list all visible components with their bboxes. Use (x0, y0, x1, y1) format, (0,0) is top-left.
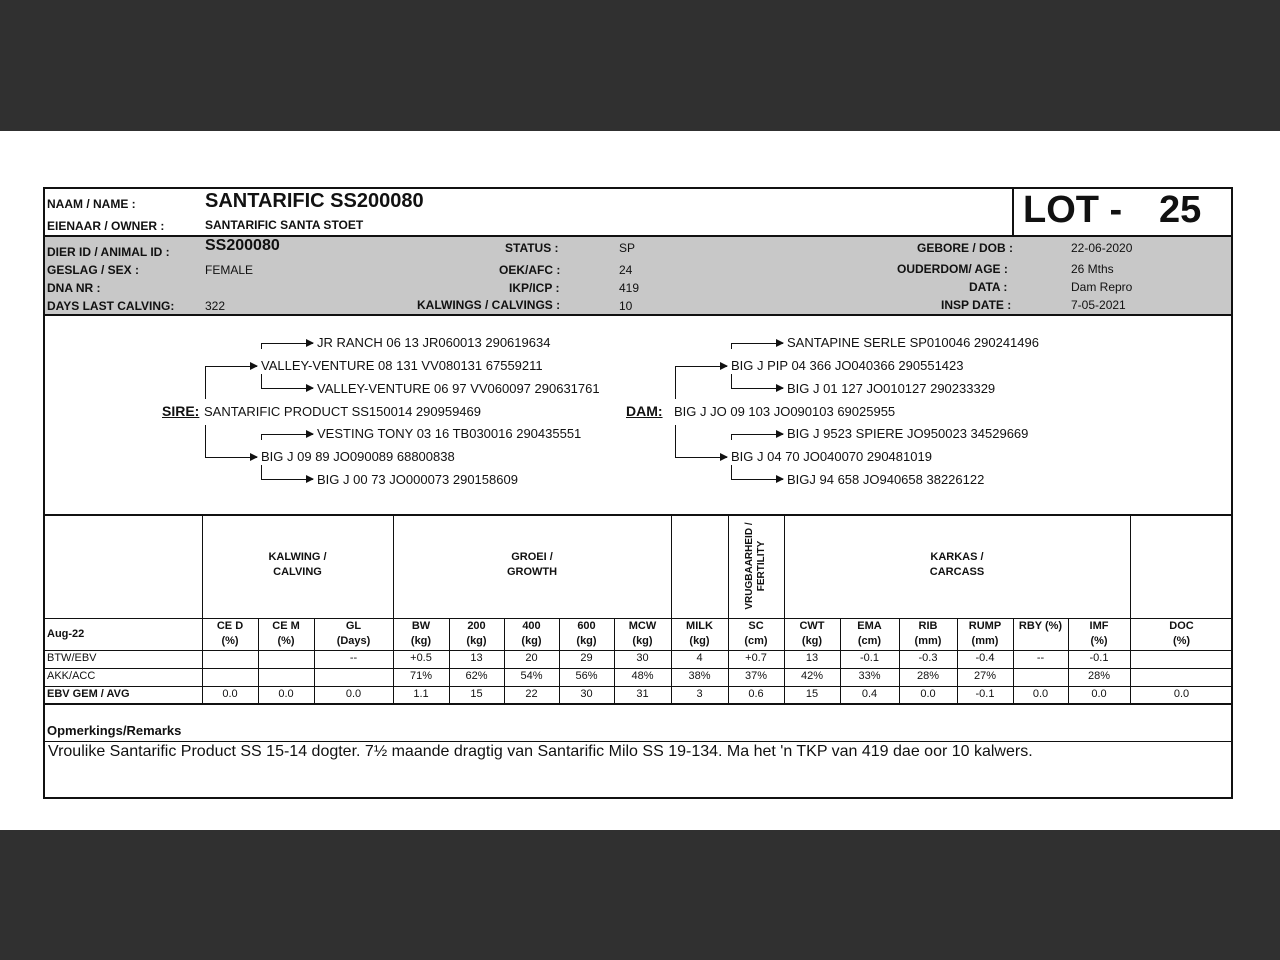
pedigree-line (731, 465, 732, 480)
days-label: DAYS LAST CALVING: (47, 299, 175, 313)
age-label: OUDERDOM/ AGE : (897, 262, 1008, 276)
column-header: IMF (%) (1089, 620, 1109, 647)
afc-label: OEK/AFC : (499, 263, 561, 277)
row-label: BTW/EBV (47, 652, 97, 664)
sire-label: SIRE: (162, 403, 200, 419)
table-cell: 3 (696, 688, 703, 700)
pedigree-arrow (205, 366, 257, 367)
sire-dam-sire-name: VESTING TONY 03 16 TB030016 290435551 (317, 426, 582, 441)
sire-dam-name: BIG J 09 89 JO090089 68800838 (261, 449, 455, 464)
afc-value: 24 (619, 263, 633, 277)
name-label: NAAM / NAME : (47, 197, 136, 211)
dam-sire-dam-name: BIG J 01 127 JO010127 290233329 (787, 381, 996, 396)
pedigree-line (261, 465, 262, 480)
table-cell: 0.6 (748, 688, 764, 700)
table-cell: 13 (470, 652, 483, 664)
column-header: RIB (mm) (914, 620, 942, 647)
table-line (728, 514, 729, 618)
dob-value: 22-06-2020 (1071, 241, 1133, 255)
pedigree-arrow (261, 434, 313, 435)
status-label: STATUS : (505, 241, 559, 255)
table-cell: 0.4 (861, 688, 878, 700)
column-header: RUMP (mm) (968, 620, 1002, 647)
pedigree-arrow (731, 388, 783, 389)
status-value: SP (619, 241, 636, 255)
column-header: MCW (kg) (628, 620, 657, 647)
table-cell: 56% (575, 670, 598, 682)
dna-label: DNA NR : (47, 281, 101, 295)
owner-label: EIENAAR / OWNER : (47, 219, 165, 233)
table-cell: 48% (631, 670, 654, 682)
table-cell: -0.1 (975, 688, 995, 700)
table-cell: -- (1036, 652, 1045, 664)
table-cell: -0.4 (975, 652, 995, 664)
pedigree-arrow (675, 366, 727, 367)
table-line (671, 514, 672, 618)
animal-id: SS200080 (205, 237, 280, 254)
pedigree-arrow (261, 343, 313, 344)
pedigree-line (731, 374, 732, 389)
sire-sire-name: VALLEY-VENTURE 08 131 VV080131 67559211 (261, 358, 543, 373)
animal-name: SANTARIFIC SS200080 (205, 190, 424, 212)
column-header: DOC (%) (1169, 620, 1194, 647)
table-cell: +0.5 (410, 652, 432, 664)
table-cell: -- (349, 652, 358, 664)
pedigree-line (675, 425, 676, 458)
dam-dam-dam-name: BIGJ 94 658 JO940658 38226122 (787, 472, 985, 487)
pedigree-arrow (731, 434, 783, 435)
sex-value: FEMALE (205, 263, 254, 277)
group-carcass: KARKAS / CARCASS (929, 551, 985, 578)
table-cell: -0.3 (918, 652, 938, 664)
page-background (0, 131, 1280, 830)
table-cell: 0.0 (345, 688, 362, 700)
divider (45, 741, 1231, 742)
lot-divider (1012, 189, 1014, 236)
table-cell: 27% (973, 670, 997, 682)
table-cell: 0.0 (920, 688, 936, 700)
column-header: BW (kg) (410, 620, 432, 647)
table-cell: 0.0 (278, 688, 294, 700)
pedigree-line (261, 374, 262, 389)
group-calving: KALWING / CALVING (268, 551, 327, 578)
table-cell: 15 (470, 688, 483, 700)
dam-name: BIG J JO 09 103 JO090103 69025955 (674, 404, 896, 419)
pedigree-line (731, 343, 732, 349)
ebv-date: Aug-22 (47, 628, 85, 640)
dam-sire-sire-name: SANTAPINE SERLE SP010046 290241496 (787, 335, 1039, 350)
table-cell: 30 (580, 688, 593, 700)
lot-number: 25 (1159, 189, 1202, 231)
table-cell: +0.7 (745, 652, 767, 664)
data-label: DATA : (969, 280, 1008, 294)
table-cell: 54% (520, 670, 543, 682)
data-value: Dam Repro (1071, 280, 1133, 294)
dam-sire-name: BIG J PIP 04 366 JO040366 290551423 (731, 358, 964, 373)
pedigree-arrow (205, 457, 257, 458)
pedigree-arrow (261, 388, 313, 389)
column-header: CE M (%) (272, 620, 300, 647)
age-value: 26 Mths (1071, 262, 1114, 276)
table-cell: 31 (636, 688, 649, 700)
table-cell: 0.0 (1032, 688, 1049, 700)
table-cell: 13 (805, 652, 819, 664)
column-header: SC (cm) (744, 620, 768, 647)
column-header: CE D (%) (216, 620, 244, 647)
pedigree-line (205, 425, 206, 458)
icp-value: 419 (619, 281, 640, 295)
table-line (45, 668, 1231, 669)
table-cell: 37% (744, 670, 768, 682)
table-cell: 22 (525, 688, 538, 700)
column-header: RBY (%) (1018, 620, 1063, 632)
pedigree-line (261, 434, 262, 440)
table-cell: 28% (916, 670, 940, 682)
table-cell: 28% (1087, 670, 1111, 682)
table-cell: 0.0 (1091, 688, 1107, 700)
lot-card: NAAM / NAME : SANTARIFIC SS200080 EIENAAR / OWNER : SANTARIFIC SANTA STOET LOT - 25 DIER ID / ANIMAL ID : SS200080 GESLAG / SEX : FEMALE DNA NR : DAYS LAST CALVING: 322 STATUS : SP OEK/AFC : 24 IKP/ICP : 419 KALWINGS / CALVINGS : 10 GEBORE / DOB : 22-06-2020 OUDERDOM/ AGE : 26 Mths DATA : Dam Repro INSP DATE : 7-05-2021 SIRE: SANTARIFIC PRODUCT SS150014 290959469 VALLEY-VENTURE 08 131 VV080131 67559211 BIG J 09 89 JO090089 68800838 JR RANCH 06 13 JR060013 290619634 VALLEY-VENTURE 06 97 VV060097 290631761 VESTING TONY 03 16 TB030016 290435551 BIG J 00 73 JO000073 290158609 DAM: BIG J JO 09 103 JO090103 69025955 BIG J PIP 04 366 JO040366 290551423 BIG J 04 70 JO040070 290481019 SANTAPINE SERLE SP010046 290241496 BIG J 01 127 JO010127 290233329 BIG J 9523 SPIERE JO950023 34529669 BIGJ 94 658 JO940658 38226122 Opmerkings/Remarks Vroulike Santarific Product SS 15-14 dogter. 7½ maande dragtig van Santarific Milo SS 19-134. Ma het 'n TKP van 419 dae oor 10 kalwers. KALWING / CALVING GROEI / GROWTH KARKAS / CARCASS VRUGBAARHEID / FERTILITY Aug-22 CE D (%) CE M (%) GL (Days) BW (kg) 200 (kg) 400 (kg) 600 (kg) MCW (kg) MILK (kg) SC (cm) CWT (kg) EMA (cm) RIB (mm) RUMP (mm) RBY (%) IMF (%) DOC (%) BTW/EBV -- +0.5 13 20 29 30 4 +0.7 13 -0.1 -0.3 -0.4 -- -0.1 AKK/ACC 71% 62% 54% 56% 48% 38% 37% 42% 33% 28% 27% 28% EBV GEM / AVG 0.0 0.0 0.0 1.1 15 22 30 31 3 0.6 15 0.4 0.0 -0.1 0.0 0.0 0.0 (43, 187, 1233, 799)
table-cell: 71% (409, 670, 433, 682)
calvings-value: 10 (619, 299, 633, 313)
column-header: 200 (kg) (466, 620, 487, 647)
dob-label: GEBORE / DOB : (917, 241, 1014, 255)
table-cell: 0.0 (222, 688, 238, 700)
table-cell: 4 (696, 652, 703, 664)
pedigree-line (205, 366, 206, 399)
table-cell: 33% (858, 670, 881, 682)
pedigree-line (731, 434, 732, 440)
insp-label: INSP DATE : (941, 298, 1012, 312)
row-label: EBV GEM / AVG (47, 688, 130, 700)
group-growth: GROEI / GROWTH (506, 551, 558, 578)
insp-value: 7-05-2021 (1071, 298, 1126, 312)
table-cell: 30 (636, 652, 649, 664)
sire-name: SANTARIFIC PRODUCT SS150014 290959469 (204, 404, 481, 419)
dam-dam-name: BIG J 04 70 JO040070 290481019 (731, 449, 932, 464)
table-cell: 15 (805, 688, 819, 700)
column-header: MILK (kg) (686, 620, 713, 647)
dam-dam-sire-name: BIG J 9523 SPIERE JO950023 34529669 (787, 426, 1029, 441)
table-cell: 20 (525, 652, 538, 664)
dam-label: DAM: (626, 403, 663, 419)
table-cell: 42% (800, 670, 824, 682)
pedigree-line (261, 343, 262, 349)
pedigree-arrow (731, 479, 783, 480)
divider (45, 514, 1231, 516)
column-header: CWT (kg) (799, 620, 825, 647)
column-header: 400 (kg) (521, 620, 542, 647)
sire-sire-sire-name: JR RANCH 06 13 JR060013 290619634 (317, 335, 551, 350)
table-cell: 62% (465, 670, 488, 682)
animal-id-label: DIER ID / ANIMAL ID : (47, 245, 170, 259)
divider (45, 314, 1231, 316)
table-line (45, 704, 1231, 705)
table-cell: -0.1 (860, 652, 879, 664)
pedigree-line (675, 366, 676, 399)
calvings-label: KALWINGS / CALVINGS : (417, 298, 561, 312)
row-label: AKK/ACC (47, 670, 96, 682)
table-cell: 29 (580, 652, 593, 664)
table-cell: 0.0 (1173, 688, 1190, 700)
remarks-text: Vroulike Santarific Product SS 15-14 dogter. 7½ maande dragtig van Santarific Milo SS 19-134. Ma het 'n TKP van 419 dae oor 10 kalwers. (48, 743, 1033, 760)
column-header: GL (Days) (336, 620, 371, 647)
remarks-label: Opmerkings/Remarks (47, 723, 182, 738)
owner-name: SANTARIFIC SANTA STOET (205, 218, 364, 232)
column-header: 600 (kg) (576, 620, 597, 647)
table-line (45, 650, 1231, 651)
table-line (1130, 514, 1131, 618)
sex-label: GESLAG / SEX : (47, 263, 140, 277)
pedigree-arrow (731, 343, 783, 344)
sire-dam-dam-name: BIG J 00 73 JO000073 290158609 (317, 472, 518, 487)
days-value: 322 (205, 299, 226, 313)
column-header: EMA (cm) (857, 620, 882, 647)
lot-label: LOT - (1023, 189, 1123, 231)
pedigree-arrow (261, 479, 313, 480)
table-line (45, 686, 1231, 687)
pedigree-arrow (675, 457, 727, 458)
icp-label: IKP/ICP : (509, 281, 560, 295)
table-cell: 1.1 (413, 688, 429, 700)
sire-sire-dam-name: VALLEY-VENTURE 06 97 VV060097 290631761 (317, 381, 600, 396)
table-cell: -0.1 (1089, 652, 1109, 664)
table-cell: 38% (688, 670, 711, 682)
